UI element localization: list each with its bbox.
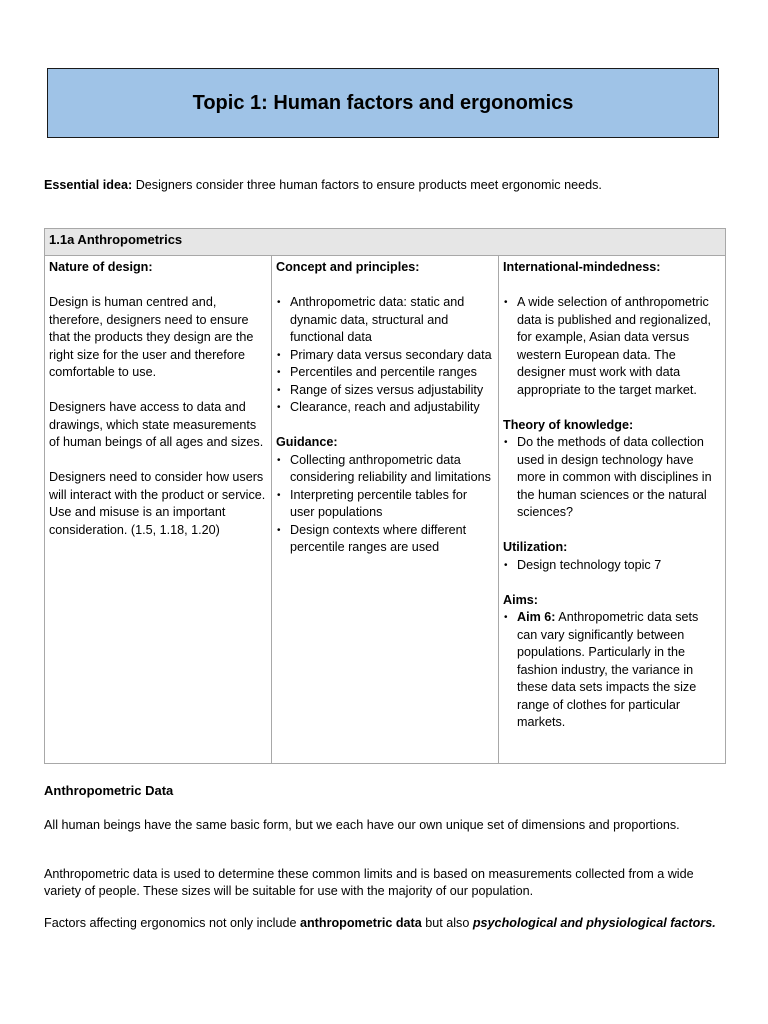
guidance-label: Guidance: <box>276 435 338 449</box>
list-item: • Interpreting percentile tables for user populations <box>290 487 494 522</box>
list-item: • Primary data versus secondary data <box>290 347 494 365</box>
guidance-list <box>276 452 494 557</box>
list-item: • Anthropometric data: static and dynamic data, structural and functional data <box>290 294 494 347</box>
list-item <box>517 609 721 732</box>
list-item: • Percentiles and percentile ranges <box>290 364 494 382</box>
essential-idea-text: Designers consider three human factors to ensure products meet ergonomic needs. <box>135 178 602 192</box>
p3-text-a: Factors affecting ergonomics not only include <box>44 916 300 930</box>
utilization-list <box>503 557 721 575</box>
list-item: • Design contexts where different percentile ranges are used <box>290 522 494 557</box>
page-title: Topic 1: Human factors and ergonomics <box>192 91 574 114</box>
tok-label: Theory of knowledge: <box>503 417 634 432</box>
p3-text-b: but also <box>421 916 473 930</box>
international-mindedness-cell <box>499 255 726 763</box>
nature-paragraph: Designers have access to data and drawings, which state measurements of human beings of all ages and sizes. <box>49 400 264 449</box>
section-paragraph-3 <box>44 915 729 932</box>
tok-list <box>503 434 721 522</box>
section-paragraph-2: Anthropometric data is used to determine these common limits and is based on measurements collected from a wide variety of people. These sizes will be suitable for use with the majority of our population. <box>44 867 694 898</box>
section-title: Anthropometric Data <box>44 783 174 798</box>
utilization-label: Utilization: <box>503 540 568 554</box>
concept-principles-cell <box>272 255 499 763</box>
anthropometrics-table <box>44 228 726 764</box>
nature-of-design-cell <box>45 255 272 763</box>
concept-list <box>276 294 494 417</box>
p3-bold-italic: psychological and physiological factors. <box>472 916 716 930</box>
aim-6-text: Anthropometric data sets can vary significantly between populations. Particularly in the fashion industry, the variance in these data sets impacts the size range of clothes for particular markets. <box>517 610 699 729</box>
nature-paragraph: Design is human centred and, therefore, designers need to ensure that the products they design are the right size for the user and therefore comfortable to use. <box>49 295 254 379</box>
list-item: • Design technology topic 7 <box>517 557 721 575</box>
aims-label: Aims: <box>503 592 538 607</box>
im-list <box>503 294 721 399</box>
nature-of-design-header: Nature of design: <box>49 259 153 274</box>
list-item: • Range of sizes versus adjustability <box>290 382 494 400</box>
aim-6-label: Aim 6: <box>517 610 556 624</box>
list-item: • Do the methods of data collection used in design technology have more in common with disciplines in the human sciences or the natural sciences? <box>517 434 721 522</box>
nature-paragraph: Designers need to consider how users will interact with the product or service. Use and misuse is an important consideration. (1.5, 1.18, 1.20) <box>49 470 266 537</box>
international-mindedness-header: International-mindedness: <box>503 259 661 274</box>
table-heading: 1.1a Anthropometrics <box>45 229 726 256</box>
essential-idea-label: Essential idea: <box>44 178 133 192</box>
list-item: • Collecting anthropometric data considering reliability and limitations <box>290 452 494 487</box>
essential-idea <box>44 178 734 192</box>
list-item: • A wide selection of anthropometric data is published and regionalized, for example, Asian data versus western European data. The designer must work with data appropriate to the target market. <box>517 294 721 399</box>
list-item: • Clearance, reach and adjustability <box>290 399 494 417</box>
topic-title-box <box>47 68 719 138</box>
section-paragraph-1: All human beings have the same basic form, but we each have our own unique set of dimensions and proportions. <box>44 818 680 832</box>
aims-list <box>503 609 721 732</box>
p3-bold: anthropometric data <box>299 916 422 930</box>
concept-principles-header: Concept and principles: <box>276 259 420 274</box>
